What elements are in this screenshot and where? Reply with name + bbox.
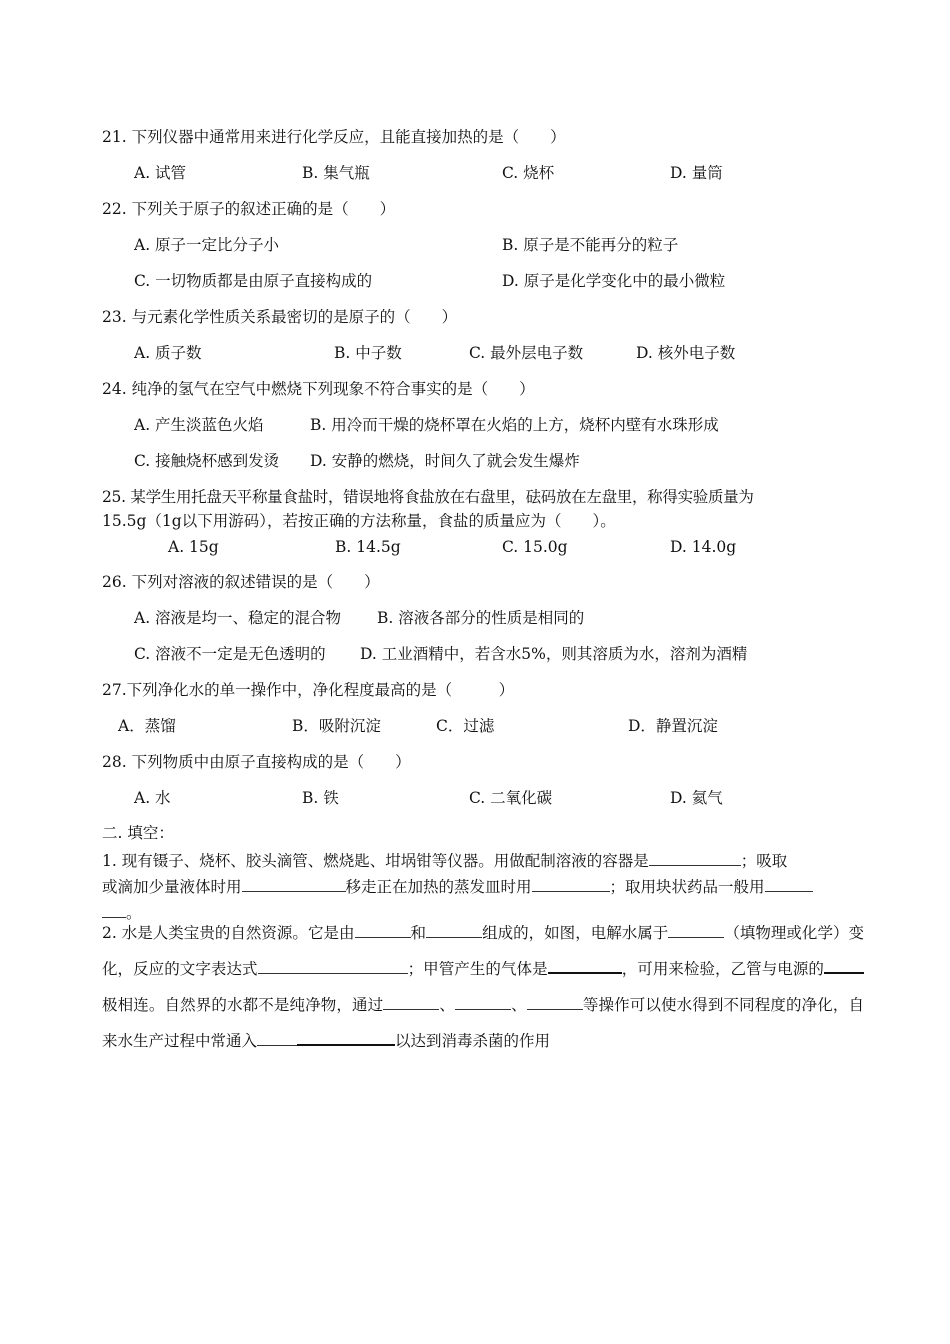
fill-question-1 bbox=[102, 847, 862, 925]
section-title: 二. 填空： bbox=[102, 824, 174, 842]
q24-stem: 24. 纯净的氢气在空气中燃烧下列现象不符合事实的是（ ） bbox=[102, 380, 535, 398]
q22-option-d: D. 原子是化学变化中的最小微粒 bbox=[502, 272, 726, 290]
fill2-blank-1[interactable] bbox=[355, 919, 411, 938]
q27-option-c: C．过滤 bbox=[436, 717, 495, 735]
fill1-text-6: 。 bbox=[126, 904, 142, 922]
q22-stem: 22. 下列关于原子的叙述正确的是（ ） bbox=[102, 200, 396, 218]
fill1-text-2: ；吸取 bbox=[740, 852, 788, 870]
fill2-text-3: 组成的，如图，电解水属于 bbox=[482, 924, 669, 942]
q23-option-d: D. 核外电子数 bbox=[636, 344, 736, 362]
q27-option-b: B．吸附沉淀 bbox=[292, 717, 381, 735]
q23-stem: 23. 与元素化学性质关系最密切的是原子的（ ） bbox=[102, 308, 458, 326]
fill2-text-9: 、 bbox=[510, 996, 527, 1014]
q23-option-b: B. 中子数 bbox=[334, 344, 402, 362]
q27-stem: 27.下列净化水的单一操作中，净化程度最高的是（ ） bbox=[102, 681, 515, 699]
fill2-text-1: 2. 水是人类宝贵的自然资源。它是由 bbox=[102, 924, 355, 942]
fill2-text-7: 极相连。自然界的水都不是纯净物，通过 bbox=[102, 996, 384, 1014]
fill2-blank-7[interactable] bbox=[383, 991, 439, 1010]
fill2-blank-9[interactable] bbox=[527, 991, 583, 1010]
fill2-blank-6[interactable] bbox=[824, 954, 864, 974]
fill1-text-5: ；取用块状药品一般用 bbox=[609, 878, 765, 896]
q26-option-a: A. 溶液是均一、稳定的混合物 bbox=[134, 609, 342, 627]
q21-stem: 21. 下列仪器中通常用来进行化学反应，且能直接加热的是（ ） bbox=[102, 128, 566, 146]
q25-option-a: A. 15g bbox=[168, 538, 219, 556]
fill2-text-10: 等操作可以使水得到不同程度的净化，自来水生产过程中常通入 bbox=[102, 996, 864, 1050]
q27-option-d: D．静置沉淀 bbox=[628, 717, 718, 735]
fill1-text-1: 1. 现有镊子、烧杯、胶头滴管、燃烧匙、坩埚钳等仪器。用做配制溶液的容器是 bbox=[102, 852, 649, 870]
fill2-text-8: 、 bbox=[439, 996, 455, 1014]
q21-option-d: D. 量筒 bbox=[670, 164, 723, 182]
fill2-blank-2[interactable] bbox=[426, 919, 482, 938]
q25-option-d: D. 14.0g bbox=[670, 538, 737, 556]
q24-option-a: A. 产生淡蓝色火焰 bbox=[134, 416, 264, 434]
q24-option-c: C. 接触烧杯感到发烫 bbox=[134, 452, 280, 470]
q27-option-a: A．蒸馏 bbox=[118, 717, 176, 735]
q24-option-b: B. 用冷而干燥的烧杯罩在火焰的上方，烧杯内壁有水珠形成 bbox=[310, 416, 719, 434]
fill2-blank-8[interactable] bbox=[455, 991, 511, 1010]
q21-option-a: A. 试管 bbox=[134, 164, 187, 182]
q21-option-c: C. 烧杯 bbox=[502, 164, 555, 182]
q22-option-b: B. 原子是不能再分的粒子 bbox=[502, 236, 679, 254]
q22-option-a: A. 原子一定比分子小 bbox=[134, 236, 280, 254]
q24-option-d: D. 安静的燃烧，时间久了就会发生爆炸 bbox=[310, 452, 580, 470]
fill2-blank-4[interactable] bbox=[258, 955, 408, 974]
fill2-text-2: 和 bbox=[410, 924, 427, 942]
q28-option-a: A. 水 bbox=[134, 789, 171, 807]
q25-option-c: C. 15.0g bbox=[502, 538, 568, 556]
fill1-blank-3[interactable] bbox=[532, 873, 610, 892]
fill2-blank-10a[interactable] bbox=[257, 1027, 297, 1046]
q25-option-b: B. 14.5g bbox=[335, 538, 401, 556]
fill2-text-11: 以达到消毒杀菌的作用 bbox=[395, 1032, 551, 1050]
fill2-text-4: （填物理或化学）变化，反应的文字表达式 bbox=[102, 924, 864, 978]
fill2-text-6: ，可用来检验，乙管与电源的 bbox=[621, 960, 824, 978]
q22-option-c: C. 一切物质都是由原子直接构成的 bbox=[134, 272, 373, 290]
q23-option-c: C. 最外层电子数 bbox=[469, 344, 584, 362]
fill1-blank-1[interactable] bbox=[649, 847, 741, 866]
fill2-blank-5[interactable] bbox=[548, 954, 622, 974]
q26-stem: 26. 下列对溶液的叙述错误的是（ ） bbox=[102, 573, 380, 591]
fill2-blank-10b[interactable] bbox=[297, 1026, 395, 1046]
q26-option-b: B. 溶液各部分的性质是相同的 bbox=[377, 609, 585, 627]
q21-option-b: B. 集气瓶 bbox=[302, 164, 370, 182]
q26-option-c: C. 溶液不一定是无色透明的 bbox=[134, 645, 326, 663]
q25-stem-line2: 15.5g（1g以下用游码），若按正确的方法称量，食盐的质量应为（ ）。 bbox=[102, 512, 616, 530]
q28-option-c: C. 二氧化碳 bbox=[469, 789, 553, 807]
fill1-blank-4[interactable] bbox=[765, 873, 813, 892]
q25-stem-line1: 25. 某学生用托盘天平称量食盐时，错误地将食盐放在右盘里，砝码放在左盘里，称得实验质量为 bbox=[102, 488, 754, 506]
q28-stem: 28. 下列物质中由原子直接构成的是（ ） bbox=[102, 753, 411, 771]
q26-option-d: D. 工业酒精中，若含水5%，则其溶质为水，溶剂为酒精 bbox=[360, 645, 748, 663]
q23-option-a: A. 质子数 bbox=[134, 344, 202, 362]
fill2-blank-3[interactable] bbox=[668, 919, 724, 938]
fill1-text-4: 移走正在加热的蒸发皿时用 bbox=[345, 878, 532, 896]
fill-question-2 bbox=[102, 915, 864, 1059]
q28-option-d: D. 氦气 bbox=[670, 789, 723, 807]
fill1-text-3: 或滴加少量液体时用 bbox=[102, 878, 242, 896]
fill1-blank-2[interactable] bbox=[242, 873, 346, 892]
q28-option-b: B. 铁 bbox=[302, 789, 339, 807]
fill2-text-5: ；甲管产生的气体是 bbox=[407, 960, 548, 978]
